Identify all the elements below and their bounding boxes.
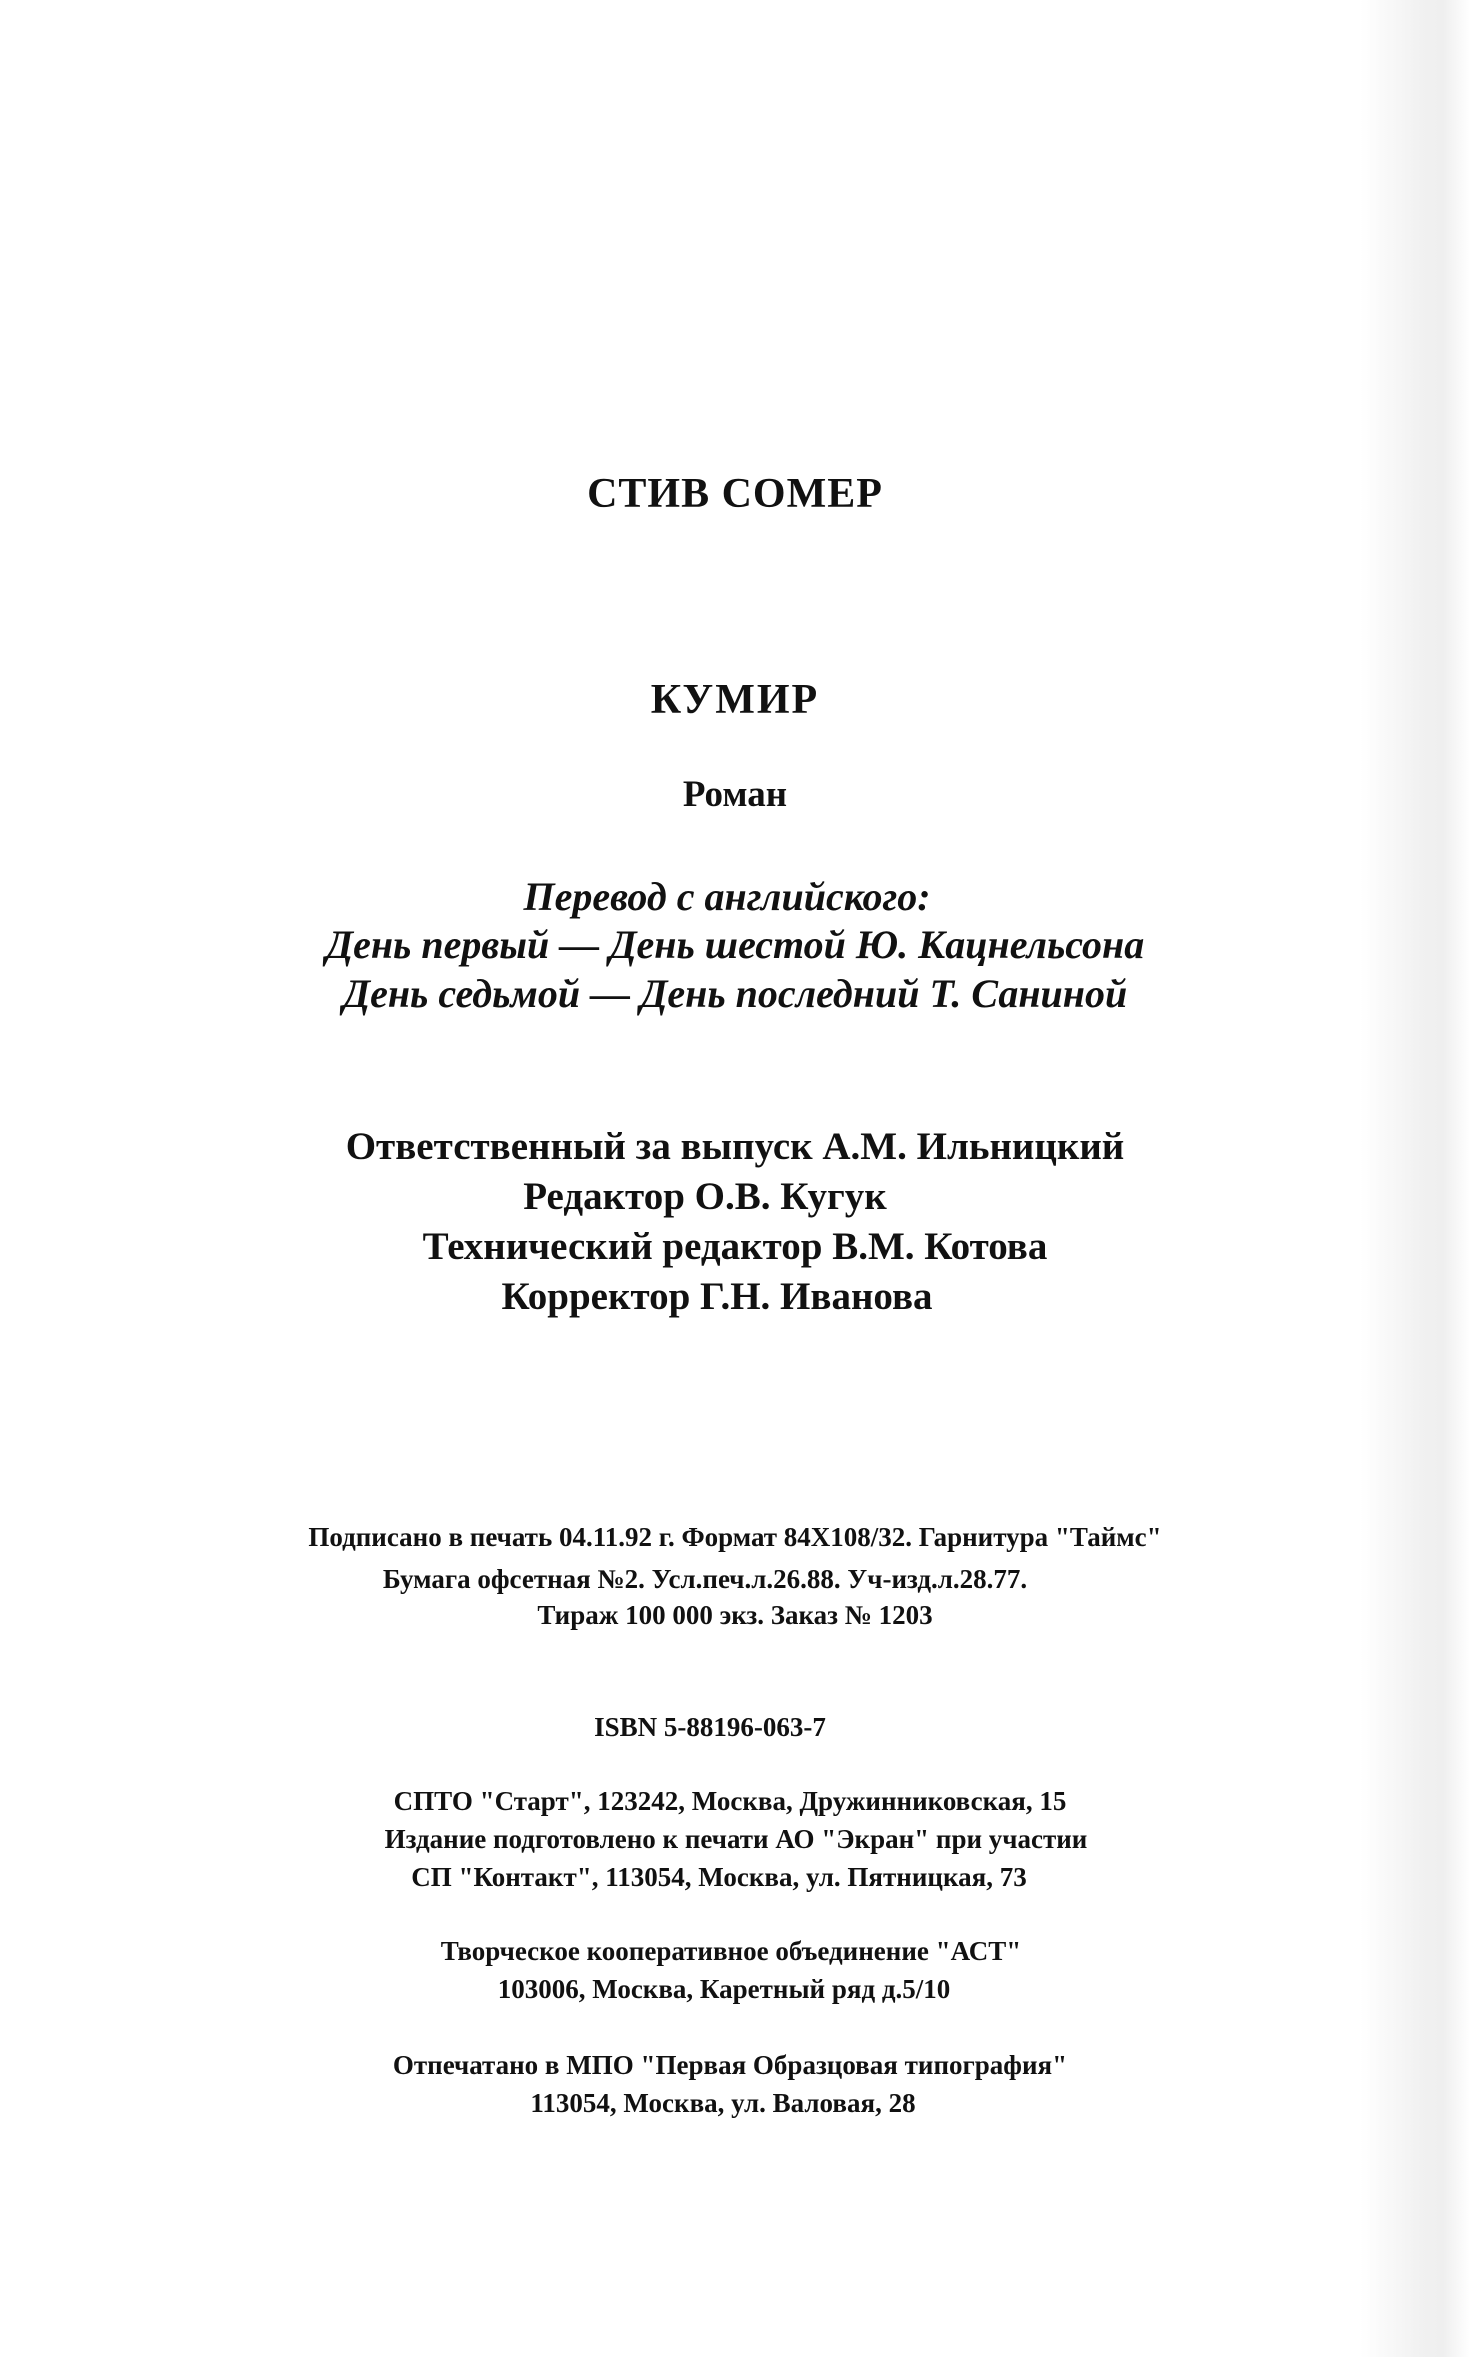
publisher-line-2: Издание подготовлено к печати АО "Экран" при участии xyxy=(384,1824,1088,1854)
staff-proofreader: Корректор Г.Н. Иванова xyxy=(501,1275,933,1318)
printer-line-2: 113054, Москва, ул. Валовая, 28 xyxy=(530,2088,916,2118)
association-line-1: Творческое кооперативное объединение "АСТ" xyxy=(440,1936,1022,1966)
publisher-line-1: СПТО "Старт", 123242, Москва, Дружинниковская, 15 xyxy=(393,1786,1067,1816)
association-line-2: 103006, Москва, Каретный ряд д.5/10 xyxy=(497,1974,951,2004)
publisher-line-3: СП "Контакт", 113054, Москва, ул. Пятницкая, 73 xyxy=(411,1862,1027,1892)
isbn: ISBN 5-88196-063-7 xyxy=(594,1712,826,1742)
translation-credit-1: День первый — День шестой Ю. Кацнельсона xyxy=(325,922,1145,967)
book-title: КУМИР xyxy=(650,677,820,723)
staff-technical-editor: Технический редактор В.М. Котова xyxy=(422,1225,1048,1268)
print-info-line-1: Подписано в печать 04.11.92 г. Формат 84X108/32. Гарнитура "Таймс" xyxy=(308,1522,1162,1552)
print-info-line-2: Бумага офсетная №2. Усл.печ.л.26.88. Уч-изд.л.28.77. xyxy=(382,1564,1028,1594)
printer-line-1: Отпечатано в МПО "Первая Образцовая типография" xyxy=(392,2050,1068,2080)
staff-responsible: Ответственный за выпуск А.М. Ильницкий xyxy=(345,1125,1125,1168)
book-author: СТИВ СОМЕР xyxy=(587,471,883,517)
translation-heading: Перевод с английского: xyxy=(523,874,931,919)
book-genre: Роман xyxy=(682,774,788,815)
staff-editor: Редактор О.В. Кугук xyxy=(523,1175,887,1218)
print-info-line-3: Тираж 100 000 экз. Заказ № 1203 xyxy=(537,1600,933,1630)
translation-credit-2: День седьмой — День последний Т. Саниной xyxy=(342,971,1128,1016)
